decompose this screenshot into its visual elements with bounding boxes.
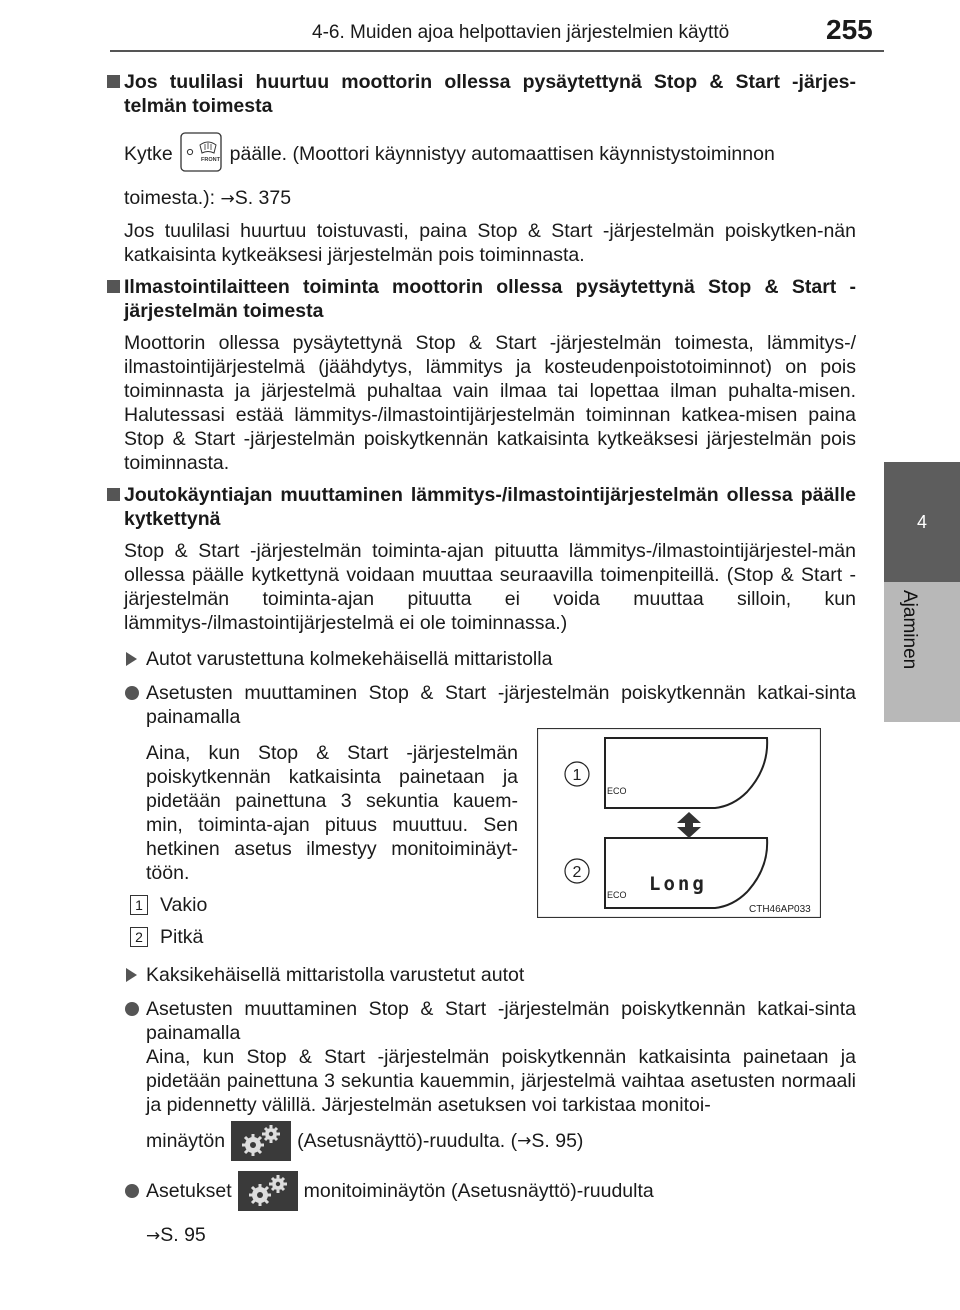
bullet3-reference (104, 1223, 856, 1248)
idle-time-paragraph: Stop & Start -järjestelmän toiminta-ajan pituutta lämmitys-/ilmastointijärjestel-män ollessa päälle kytkettynä voidaan muuttaa seuraavilla toimenpiteillä. (Stop & Start -järjestelmän toiminta-ajan pituutta ei voida muuttaa silloin, kun lämmitys-/ilmastointijärjestelmä ei ole toiminnassa.) (124, 540, 856, 634)
front-button-label: FRONT (201, 157, 221, 163)
long-setting-display: Long (649, 873, 707, 895)
chapter-tab-light-block (884, 582, 960, 722)
defog-paragraph: Jos tuulilasi huurtuu toistuvasti, paina Stop & Start -järjestelmän poiskytken-nän katkaisinta kytkeäksesi järjestelmän pois toiminnasta. (124, 220, 856, 266)
page-number: 255 (826, 14, 873, 45)
page-content (104, 70, 856, 1256)
section-heading-defog: Jos tuulilasi huurtuu moottorin ollessa pysäytettynä Stop & Start -järjes-telmän toimesta (104, 70, 856, 118)
page-reference-link[interactable]: S. 95 (160, 1224, 206, 1246)
header-divider (110, 50, 884, 52)
legend-label: Pitkä (160, 926, 204, 948)
figure-code: CTH46AP033 (749, 904, 811, 915)
reference-arrow-icon: → (220, 189, 235, 209)
round-bullet-icon (125, 1184, 139, 1198)
arrow-item-two-ring-meter: Kaksikehäisellä mittaristolla varustetut autot (104, 963, 856, 987)
section-heading-air-conditioning: Ilmastointilaitteen toiminta moottorin ollessa pysäytettynä Stop & Start -järjestelmän toimesta (104, 275, 856, 323)
air-conditioning-paragraph: Moottorin ollessa pysäytettynä Stop & Start -järjestelmän toimesta, lämmitys-/ ilmastointijärjestelmä (jäähdytys, lämmitys ja kosteudenpoistotoiminnot) on pois toiminnasta ja järjestelmä puhaltaa vain ilmaa tai lopettaa ilman puhalta-misen. Halutessasi estää lämmitys-/ilmastointijärjestelmän toiminnan katkea-misen paina Stop & Start -järjestelmän poiskytkennän katkaisinta kytkeäksesi järjestelmän pois toiminnasta. (124, 332, 856, 474)
section-heading-idle-time: Joutokäyntiajan muuttaminen lämmitys-/ilmastointijärjestelmän ollessa päälle kytkettynä (104, 483, 856, 531)
bullet2-settings-reference: minäytön (Asetusnäyttö)-ruudulta. ( → S. 95) (104, 1121, 856, 1161)
round-bullet-icon (125, 686, 139, 700)
chapter-side-tab (884, 0, 960, 1310)
square-bullet-icon (107, 280, 120, 293)
legend-label: Vakio (160, 894, 208, 916)
page-reference-link[interactable]: S. 95) (531, 1130, 584, 1152)
header-section-title: 4-6. Muiden ajoa helpottavien järjestelmien käyttö (312, 22, 730, 43)
arrow-item-three-ring-meter: Autot varustettuna kolmekehäisellä mittaristolla (104, 647, 856, 671)
eco-indicator-top: ECO (607, 786, 627, 796)
defog-instruction: Kytke FRONT päälle. (Moottori käynnistyy automaattisen käynnistystoiminnon (104, 132, 856, 178)
triangle-bullet-icon (126, 968, 137, 982)
bullet-change-settings-2: Asetusten muuttaminen Stop & Start -järjestelmän poiskytkennän katkai-sinta painamalla (104, 997, 856, 1045)
settings-gear-icon (238, 1171, 298, 1211)
page-reference-link[interactable]: S. 375 (234, 187, 292, 209)
front-defogger-button-icon (178, 132, 224, 178)
callout-1: 1 (572, 767, 582, 784)
legend-item (130, 925, 856, 949)
triangle-bullet-icon (126, 652, 137, 666)
square-bullet-icon (107, 75, 120, 88)
eco-display-figure (537, 728, 821, 918)
legend-number: 2 (130, 927, 148, 947)
square-bullet-icon (107, 488, 120, 501)
round-bullet-icon (125, 1002, 139, 1016)
bullet1-description: Aina, kun Stop & Start -järjestelmän poiskytkennän katkaisinta painetaan ja pidetään painettuna 3 sekuntia kauem-min, toiminta-ajan pituus muuttuu. Sen hetkinen asetus ilmestyy monitoiminäyt-töön. (146, 742, 518, 884)
reference-arrow-icon: → (517, 1131, 532, 1151)
eco-indicator-bottom: ECO (607, 890, 627, 900)
settings-gear-icon (231, 1121, 291, 1161)
bullet-change-settings-1: Asetusten muuttaminen Stop & Start -järjestelmän poiskytkennän katkai-sinta painamalla (104, 681, 856, 729)
legend-number: 1 (130, 895, 148, 915)
defog-instruction-line2: toimesta.): →S. 375 (124, 187, 292, 209)
callout-2: 2 (572, 864, 582, 881)
chapter-label: Ajaminen (899, 590, 920, 670)
reference-arrow-icon: → (146, 1226, 161, 1246)
chapter-number: 4 (916, 512, 927, 532)
bullet-settings-screen: Asetukset monitoiminäytön (Asetusnäyttö)-ruudulta (104, 1171, 856, 1211)
bullet2-description: Aina, kun Stop & Start -järjestelmän poiskytkennän katkaisinta painetaan ja pidetään painettuna 3 sekuntia kauemmin, järjestelmä vaihtaa asetusten normaali ja pidennetty välillä. Järjestelmän asetuksen voi tarkistaa monitoi- (146, 1046, 856, 1116)
